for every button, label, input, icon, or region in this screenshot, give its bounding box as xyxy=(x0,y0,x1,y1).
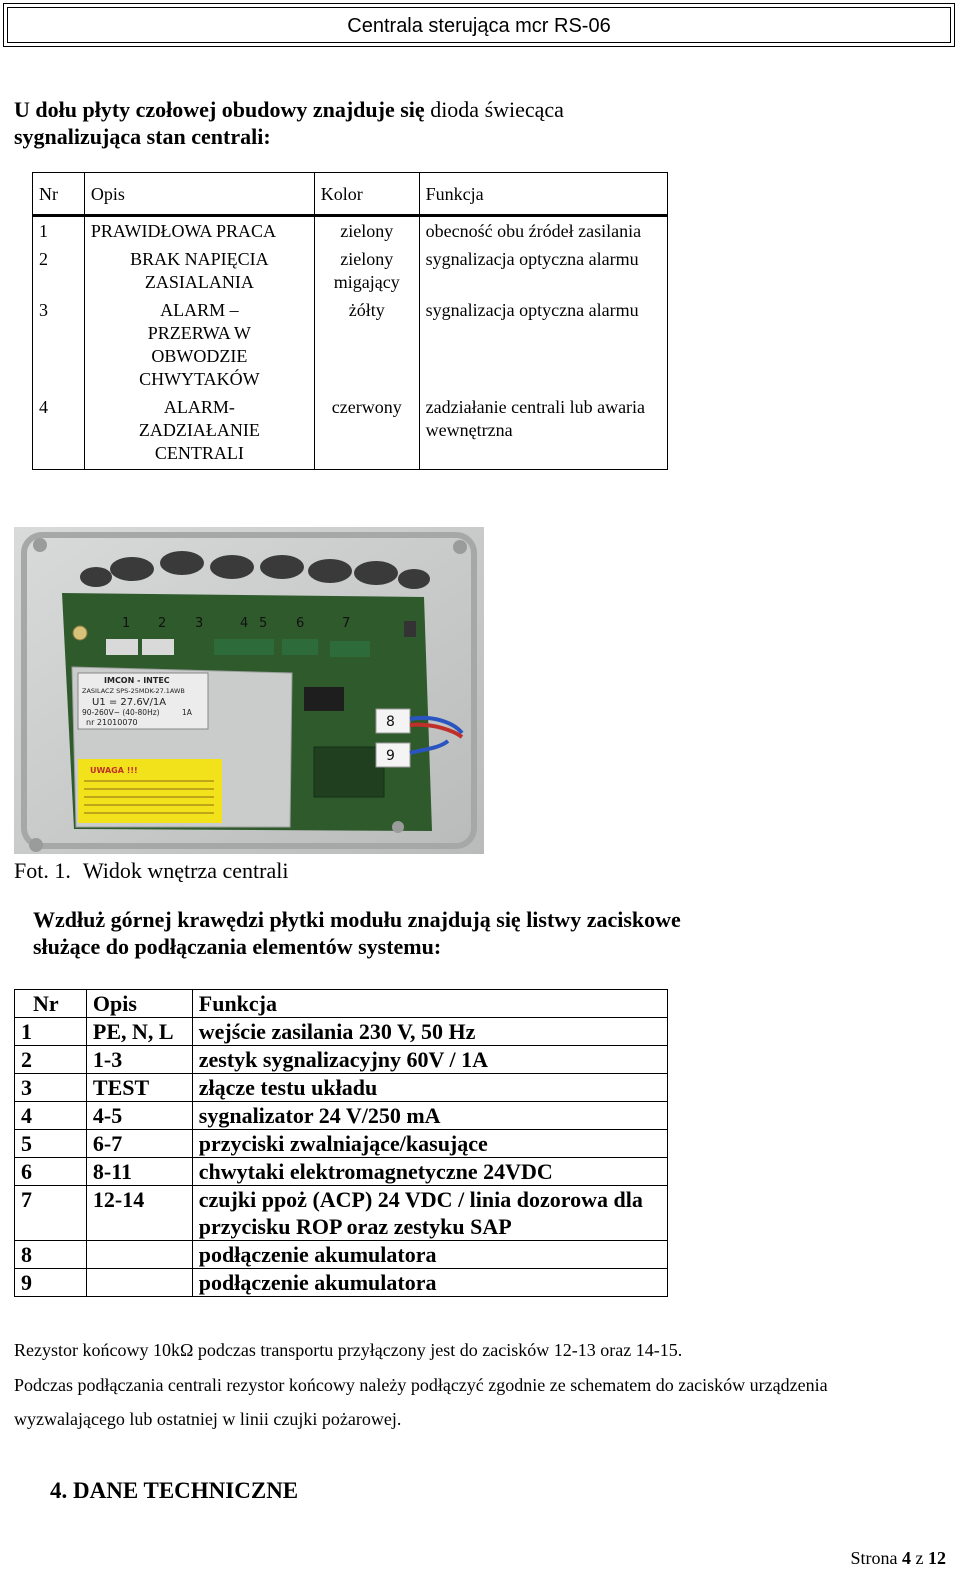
header-title: Centrala sterująca mcr RS-06 xyxy=(7,7,951,43)
table-row xyxy=(15,1074,668,1102)
intro-text xyxy=(14,96,714,150)
resistor-note: Rezystor końcowy 10kΩ podczas transportu przyłączony jest do zacisków 12-13 oraz 14-15. xyxy=(14,1340,683,1360)
cell-nr: 6 xyxy=(15,1158,87,1186)
cell-opis: ALARM-ZADZIAŁANIE CENTRALI xyxy=(84,393,314,470)
photo-label-9: 9 xyxy=(386,748,395,764)
cell-funkcja: podłączenie akumulatora xyxy=(192,1241,667,1269)
table-row xyxy=(33,393,668,470)
connection-note-line2: wyzwalającego lub ostatniej w linii czujki pożarowej. xyxy=(14,1409,402,1429)
cell-funkcja: sygnalizator 24 V/250 mA xyxy=(192,1102,667,1130)
cell-nr: 1 xyxy=(33,216,85,246)
cell-opis: 6-7 xyxy=(86,1130,192,1158)
psu-input: 90-260V~ (40-80Hz) xyxy=(82,708,160,717)
subhead-line1: Wzdłuż górnej krawędzi płytki modułu znajdują się listwy zaciskowe xyxy=(33,907,681,932)
header-nr: Nr xyxy=(33,173,85,216)
cell-nr: 3 xyxy=(33,296,85,393)
footer-label: Strona xyxy=(850,1548,898,1568)
terminal-table xyxy=(14,989,668,1297)
cell-funkcja: podłączenie akumulatora xyxy=(192,1269,667,1297)
photo-label-1: 1 xyxy=(122,616,131,631)
subhead-line2: służące do podłączania elementów systemu: xyxy=(33,934,442,959)
cell-nr: 7 xyxy=(15,1186,87,1241)
table-row xyxy=(15,1186,668,1241)
terminal-table-header xyxy=(15,990,668,1018)
photo-label-2: 2 xyxy=(158,616,167,631)
header-funkcja: Funkcja xyxy=(192,990,667,1018)
cell-funkcja: obecność obu źródeł zasilania xyxy=(419,216,667,246)
psu-u1: U1 = 27.6V/1A xyxy=(92,697,167,708)
table-row xyxy=(33,216,668,246)
header-kolor: Kolor xyxy=(314,173,419,216)
cell-opis: BRAK NAPIĘCIA ZASIALANIA xyxy=(84,245,314,296)
cell-nr: 8 xyxy=(15,1241,87,1269)
cell-opis xyxy=(86,1241,192,1269)
photo-label-4: 4 xyxy=(240,616,249,631)
cell-nr: 5 xyxy=(15,1130,87,1158)
psu-serial: nr 21010070 xyxy=(86,718,138,727)
header-nr: Nr xyxy=(15,990,87,1018)
cell-opis: PRAWIDŁOWA PRACA xyxy=(84,216,314,246)
cell-funkcja: złącze testu układu xyxy=(192,1074,667,1102)
page-footer xyxy=(851,1548,947,1569)
footer-of: z xyxy=(915,1548,924,1568)
cell-kolor: czerwony xyxy=(314,393,419,470)
psu-current: 1A xyxy=(182,708,192,717)
table-row xyxy=(15,1046,668,1074)
caption-fot: Fot. 1. xyxy=(14,858,71,883)
cell-nr: 1 xyxy=(15,1018,87,1046)
device-photo-drawing xyxy=(14,527,484,854)
cell-nr: 4 xyxy=(15,1102,87,1130)
cell-opis: 1-3 xyxy=(86,1046,192,1074)
cell-funkcja: zestyk sygnalizacyjny 60V / 1A xyxy=(192,1046,667,1074)
psu-model: ZASILACZ SPS-25MDK-27.1AWB xyxy=(82,687,185,695)
cell-opis: ALARM – PRZERWA W OBWODZIE CHWYTAKÓW xyxy=(84,296,314,393)
intro-line2: sygnalizująca stan centrali: xyxy=(14,124,271,149)
cell-kolor: żółty xyxy=(314,296,419,393)
section-title: 4. DANE TECHNICZNE xyxy=(50,1478,299,1503)
table-row xyxy=(15,1269,668,1297)
cell-funkcja: zadziałanie centrali lub awaria wewnętrzna xyxy=(419,393,667,470)
table-row xyxy=(15,1102,668,1130)
photo-label-7: 7 xyxy=(342,616,351,631)
intro-normal: dioda świecąca xyxy=(424,97,564,122)
intro-bold: U dołu płyty czołowej obudowy znajduje się xyxy=(14,97,425,122)
cell-opis: 8-11 xyxy=(86,1158,192,1186)
footer-total: 12 xyxy=(928,1548,946,1568)
cell-kolor: zielony xyxy=(314,216,419,246)
cell-nr: 2 xyxy=(33,245,85,296)
warning-title: UWAGA !!! xyxy=(90,766,138,775)
cell-nr: 9 xyxy=(15,1269,87,1297)
header-opis: Opis xyxy=(84,173,314,216)
cell-nr: 3 xyxy=(15,1074,87,1102)
page-header xyxy=(3,3,955,47)
photo-caption xyxy=(14,858,300,884)
table-row xyxy=(15,1158,668,1186)
cell-kolor: zielony migający xyxy=(314,245,419,296)
table-row xyxy=(33,296,668,393)
footer-page: 4 xyxy=(902,1548,911,1568)
cell-funkcja: czujki ppoż (ACP) 24 VDC / linia dozorowa dla przycisku ROP oraz zestyku SAP xyxy=(192,1186,667,1241)
header-funkcja: Funkcja xyxy=(419,173,667,216)
cell-opis: 12-14 xyxy=(86,1186,192,1241)
cell-funkcja: chwytaki elektromagnetyczne 24VDC xyxy=(192,1158,667,1186)
connection-note-line1: Podczas podłączania centrali rezystor końcowy należy podłączyć zgodnie ze schematem do zacisków urządzenia xyxy=(14,1375,828,1395)
photo-label-8: 8 xyxy=(386,714,395,730)
header-opis: Opis xyxy=(86,990,192,1018)
terminal-blocks xyxy=(106,639,370,657)
caption-text: Widok wnętrza centrali xyxy=(82,858,289,883)
table-row xyxy=(15,1241,668,1269)
cell-opis: TEST xyxy=(86,1074,192,1102)
cell-opis xyxy=(86,1269,192,1297)
terminals-heading xyxy=(33,906,793,960)
photo-label-5: 5 xyxy=(259,616,268,631)
led-table-header xyxy=(33,173,668,216)
cell-opis: 4-5 xyxy=(86,1102,192,1130)
table-row xyxy=(15,1130,668,1158)
device-interior-photo xyxy=(14,527,484,854)
cell-funkcja: sygnalizacja optyczna alarmu xyxy=(419,296,667,393)
psu-brand: IMCON - INTEC xyxy=(104,676,170,685)
photo-label-6: 6 xyxy=(296,616,305,631)
cell-funkcja: przyciski zwalniające/kasujące xyxy=(192,1130,667,1158)
photo-label-3: 3 xyxy=(195,616,204,631)
cell-nr: 4 xyxy=(33,393,85,470)
table-row xyxy=(15,1018,668,1046)
cell-opis: PE, N, L xyxy=(86,1018,192,1046)
cell-funkcja: sygnalizacja optyczna alarmu xyxy=(419,245,667,296)
cell-nr: 2 xyxy=(15,1046,87,1074)
cell-funkcja: wejście zasilania 230 V, 50 Hz xyxy=(192,1018,667,1046)
table-row xyxy=(33,245,668,296)
led-status-table xyxy=(32,172,668,470)
